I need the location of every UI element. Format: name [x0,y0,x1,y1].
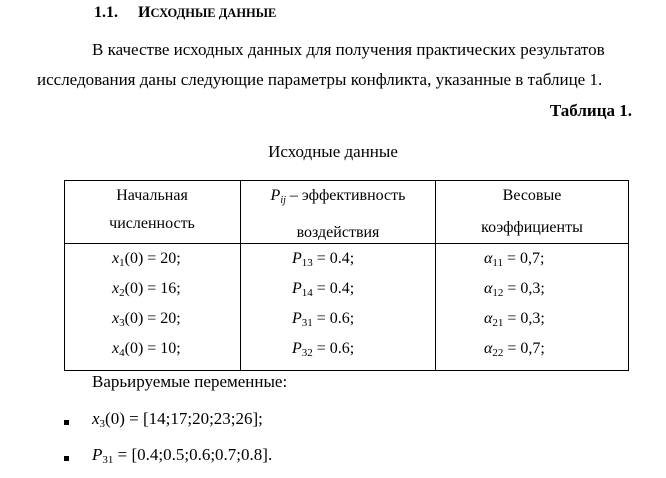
header-effectiveness-line1 [241,182,435,215]
header-effectiveness-line2: воздействия [296,224,380,241]
effectiveness-column [292,244,354,364]
data-table [64,180,629,370]
initial-count-x3: x3(0) = 20; [112,310,181,329]
effectiveness-p31: P31 = 0.6; [292,310,355,329]
table-border-right [628,180,629,371]
header-initial-count-line1: Начальная [116,187,188,204]
initial-count-x2: x2(0) = 16; [112,280,181,299]
varying-x3: x3(0) = [14;17;20;23;26]; [92,409,263,430]
header-initial-count [64,182,240,238]
table-border-top [64,180,629,181]
section-title-initial: И [138,4,151,21]
section-title-rest: СХОДНЫЕ ДАННЫЕ [150,6,277,20]
weight-alpha22: α22 = 0,7; [484,340,545,359]
table-label: Таблица 1. [549,101,632,120]
effectiveness-p14: P14 = 0.4; [292,280,355,299]
bullet-icon [64,456,69,461]
header-effectiveness [241,182,435,247]
weight-alpha12: α12 = 0,3; [484,280,545,299]
weights-column [484,244,545,364]
section-number: 1.1. [94,4,118,21]
table-border-bottom [64,370,629,371]
section-heading [94,4,276,22]
weight-alpha21: α21 = 0,3; [484,310,545,329]
initial-count-x4: x4(0) = 10; [112,340,181,359]
header-weights-line1: Весовые [502,187,562,204]
paragraph-line-1: В качестве исходных данных для получения практических результатов [92,40,605,59]
header-effectiveness-text: – эффективность [285,187,406,204]
varying-variables-label: Варьируемые переменные: [92,372,288,391]
header-p-symbol: P [270,187,281,204]
paragraph-line-2: исследования даны следующие параметры конфликта, указанные в таблице 1. [37,70,603,89]
bullet-icon [64,420,69,425]
table-caption: Исходные данные [268,142,398,161]
effectiveness-p32: P32 = 0.6; [292,340,355,359]
header-p-subscript: ij [280,195,286,206]
header-initial-count-line2: численность [109,215,195,232]
initial-count-x1: x1(0) = 20; [112,250,181,269]
weight-alpha11: α11 = 0,7; [484,250,545,269]
varying-p31: P31 = [0.4;0.5;0.6;0.7;0.8]. [92,445,273,466]
header-weights-line2: коэффициенты [481,219,583,236]
header-weights [436,182,628,242]
effectiveness-p13: P13 = 0.4; [292,250,355,269]
initial-count-column [112,244,181,364]
